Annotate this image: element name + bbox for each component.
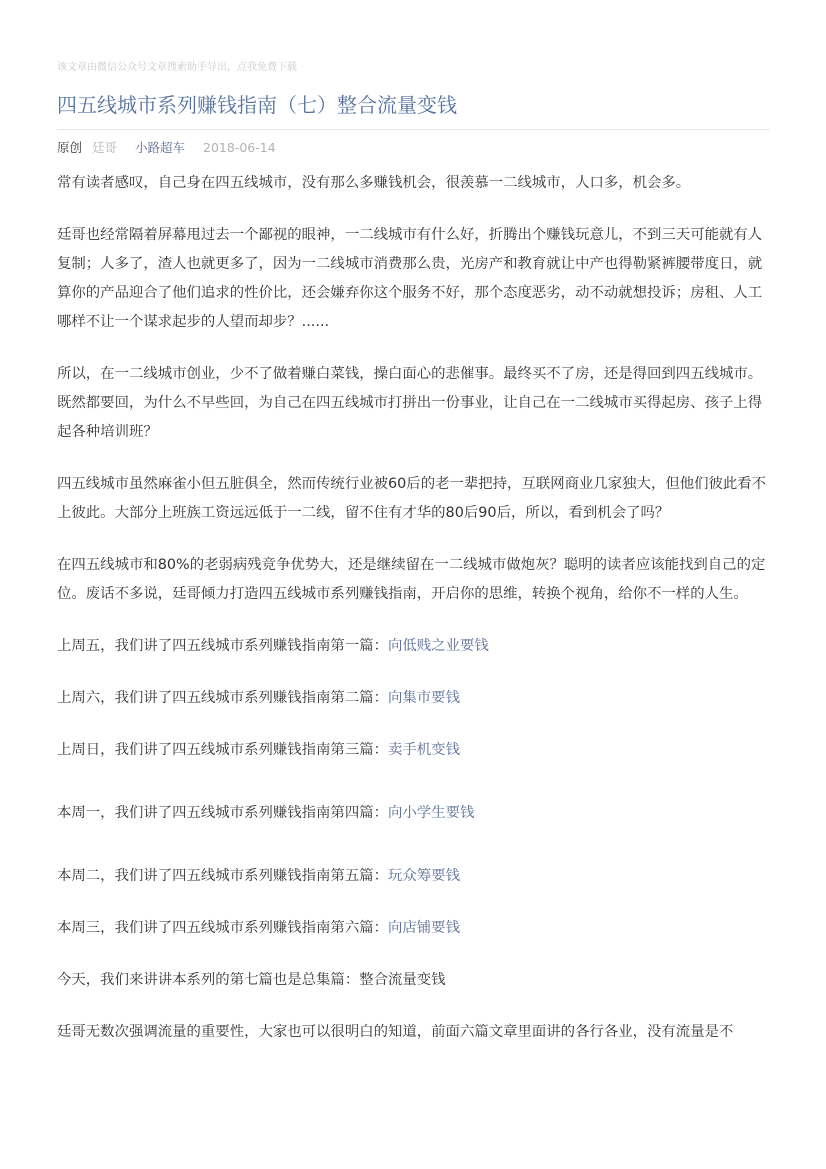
series-item-text: 上周日，我们讲了四五线城市系列赚钱指南第三篇： — [57, 742, 388, 758]
series-link-4[interactable]: 向小学生要钱 — [388, 805, 475, 821]
author-name: 廷哥 — [92, 140, 118, 155]
series-link-1[interactable]: 向低贱之业要钱 — [388, 638, 489, 654]
original-tag: 原创 — [57, 140, 83, 155]
series-item — [57, 736, 770, 765]
series-link-6[interactable]: 向店铺要钱 — [388, 920, 460, 936]
series-item-text: 上周六，我们讲了四五线城市系列赚钱指南第二篇： — [57, 690, 388, 706]
paragraph-last: 廷哥无数次强调流量的重要性，大家也可以很明白的知道，前面六篇文章里面讲的各行各业，没有流量是不 — [57, 1024, 734, 1040]
series-link-5[interactable]: 玩众筹要钱 — [388, 868, 460, 884]
series-item-text: 上周五，我们讲了四五线城市系列赚钱指南第一篇： — [57, 638, 388, 654]
series-item-text: 本周一，我们讲了四五线城市系列赚钱指南第四篇： — [57, 805, 388, 821]
series-item-text: 本周三，我们讲了四五线城市系列赚钱指南第六篇： — [57, 920, 388, 936]
series-link-3[interactable]: 卖手机变钱 — [388, 742, 460, 758]
series-item — [57, 799, 770, 828]
paragraph-today: 今天，我们来讲讲本系列的第七篇也是总集篇：整合流量变钱 — [57, 972, 446, 988]
series-item-text: 本周二，我们讲了四五线城市系列赚钱指南第五篇： — [57, 868, 388, 884]
series-item — [57, 632, 770, 661]
export-notice-link[interactable]: 该文章由微信公众号文章搜索助手导出，点我免费下载 — [57, 62, 297, 73]
paragraph-3: 所以，在一二线城市创业，少不了做着赚白菜钱，操白面心的悲催事。最终买不了房，还是得回到四五线城市。既然都要回，为什么不早些回，为自己在四五线城市打拼出一份事业，让自己在一二线城市买得起房、孩子上得起各种培训班？ — [57, 366, 763, 440]
series-item — [57, 684, 770, 713]
series-link-2[interactable]: 向集市要钱 — [388, 690, 460, 706]
paragraph-intro: 常有读者感叹，自己身在四五线城市，没有那么多赚钱机会，很羡慕一二线城市，人口多，机会多。 — [57, 175, 691, 191]
article-page — [57, 60, 770, 1047]
article-title: 四五线城市系列赚钱指南（七）整合流量变钱 — [57, 91, 770, 130]
account-link[interactable]: 小路超车 — [135, 140, 186, 155]
publish-date: 2018-06-14 — [203, 140, 276, 155]
paragraph-4: 四五线城市虽然麻雀小但五脏俱全，然而传统行业被60后的老一辈把持，互联网商业几家独大，但他们彼此看不上彼此。大部分上班族工资远远低于一二线，留不住有才华的80后90后，所以，看到机会了吗？ — [57, 476, 767, 521]
paragraph-2: 廷哥也经常隔着屏幕甩过去一个鄙视的眼神，一二线城市有什么好，折腾出个赚钱玩意儿，不到三天可能就有人复制；人多了，渣人也就更多了，因为一二线城市消费那么贵，光房产和教育就让中产也得勒紧裤腰带度日，就算你的产品迎合了他们追求的性价比，还会嫌弃你这个服务不好，那个态度恶劣，动不动就想投诉；房租、人工哪样不让一个谋求起步的人望而却步？...... — [57, 227, 763, 330]
paragraph-5: 在四五线城市和80%的老弱病残竞争优势大，还是继续留在一二线城市做炮灰？聪明的读者应该能找到自己的定位。废话不多说，廷哥倾力打造四五线城市系列赚钱指南，开启你的思维，转换个视角，给你不一样的人生。 — [57, 557, 766, 602]
article-body — [57, 169, 770, 1047]
series-item — [57, 914, 770, 943]
article-meta — [57, 139, 770, 157]
series-item — [57, 862, 770, 891]
